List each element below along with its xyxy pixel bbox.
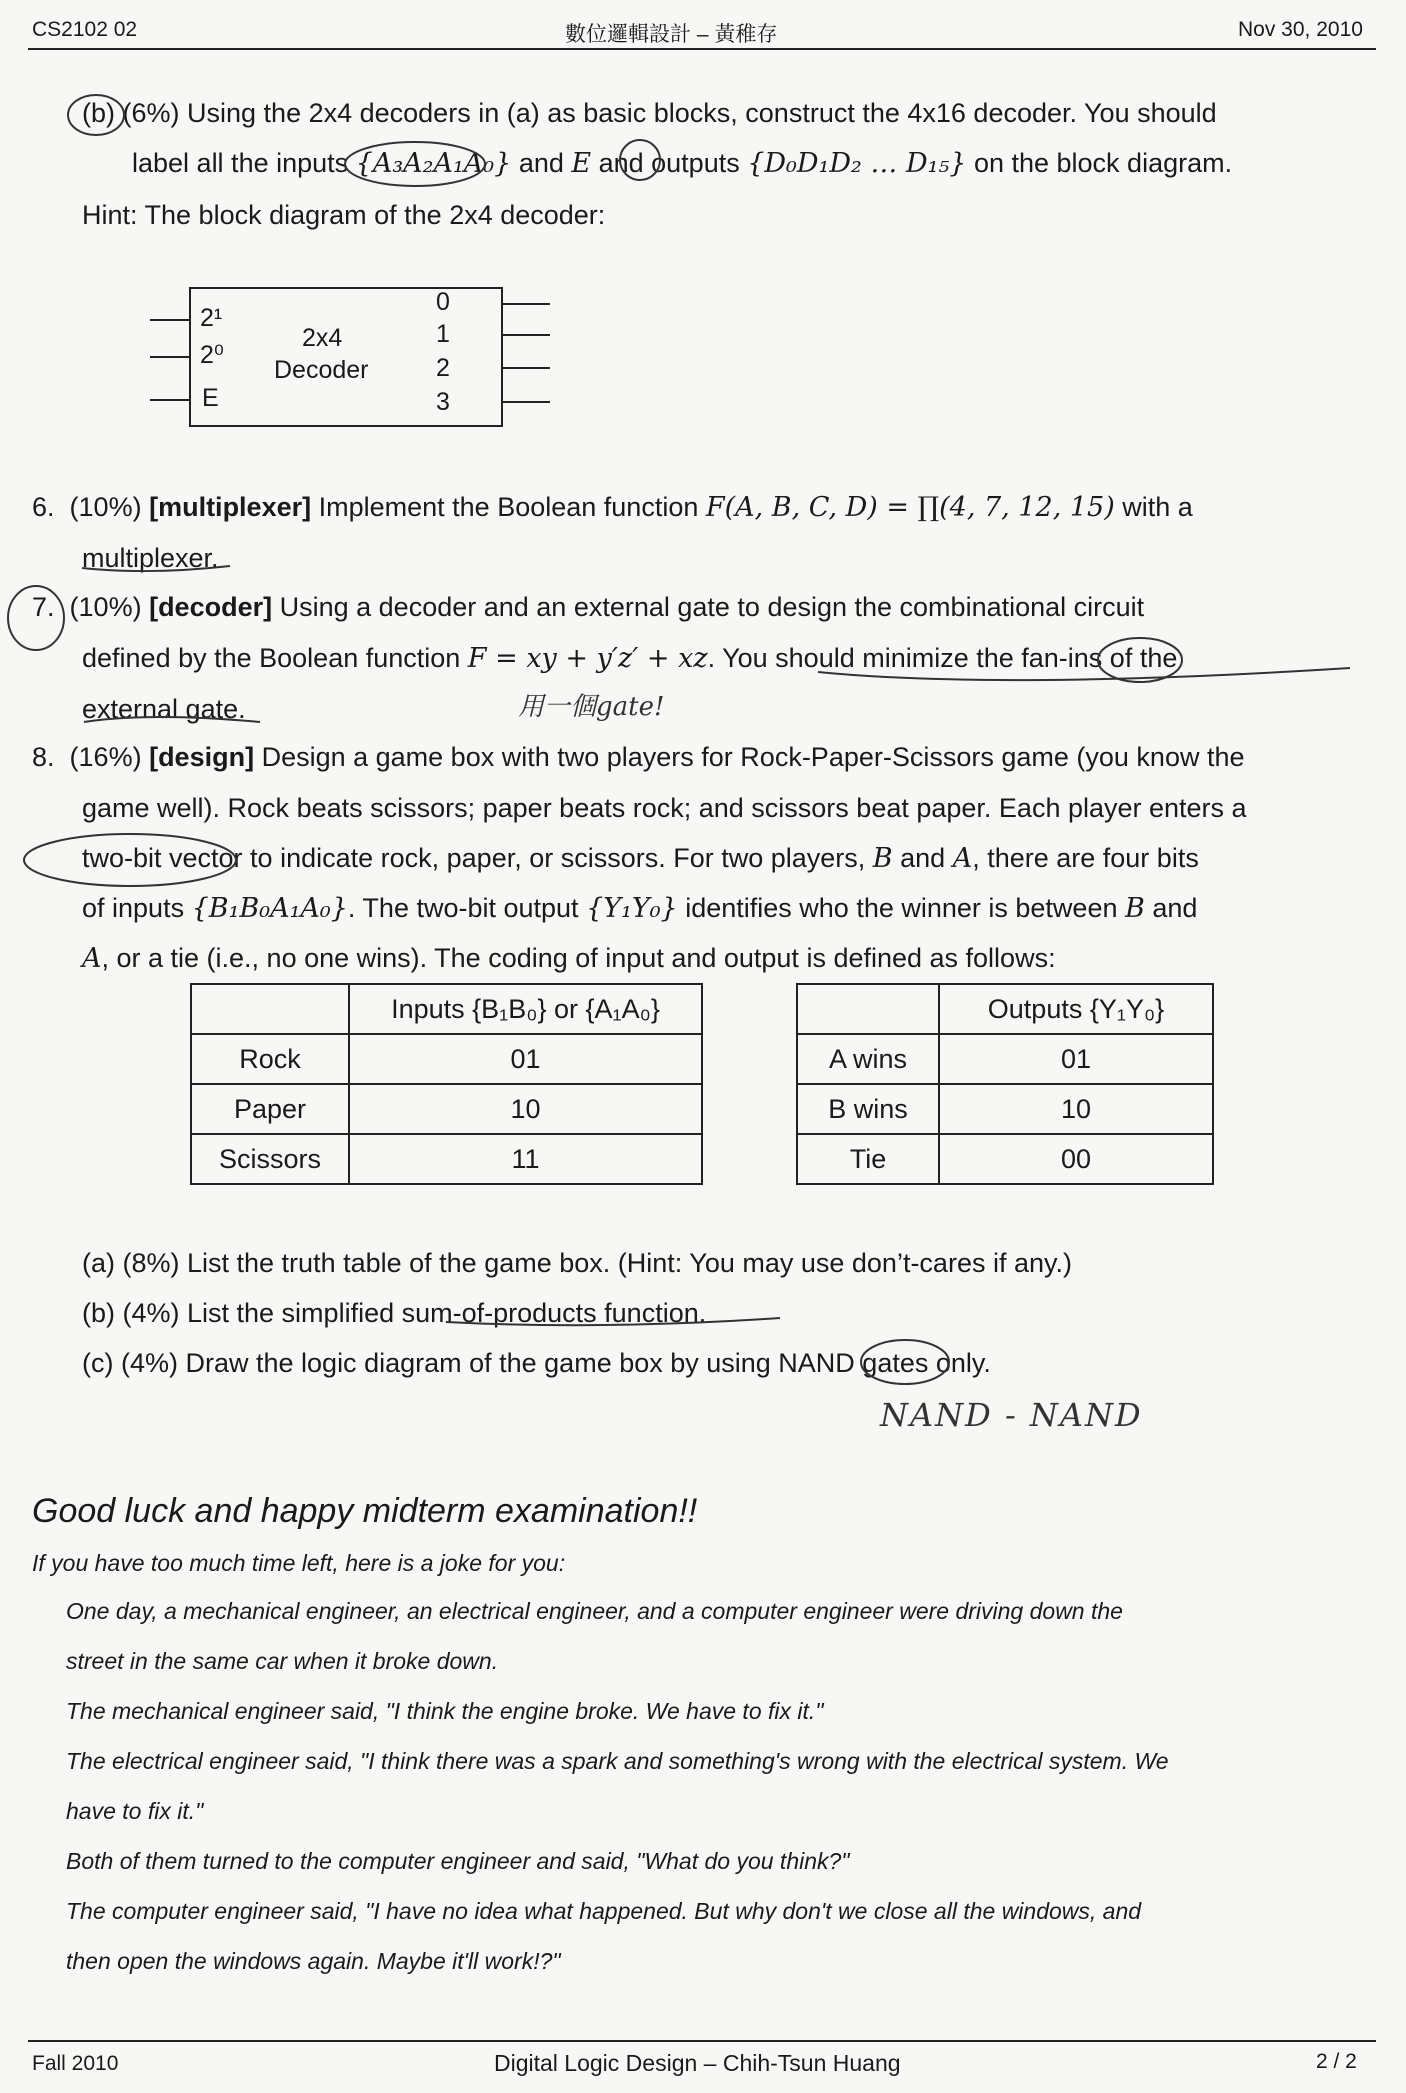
decoder-input-0: 2⁰ <box>200 341 224 369</box>
q8-line1: 8. (16%) [design] Design a game box with two players for Rock-Paper-Scissors game (you know the <box>32 742 1245 772</box>
joke-line-7: The computer engineer said, "I have no idea what happened. But why don't we close all the windows, and <box>66 1898 1142 1924</box>
q8-line5: A, or a tie (i.e., no one wins). The coding of input and output is defined as follows: <box>82 943 1056 974</box>
joke-intro: If you have too much time left, here is a joke for you: <box>32 1550 566 1576</box>
table-cell: 10 <box>349 1084 702 1134</box>
q7-function: F = xy + y′z′ + xz <box>467 643 708 674</box>
output-coding-table <box>796 983 1214 1185</box>
table-row <box>191 1034 702 1084</box>
q8-line3: two-bit vector to indicate rock, paper, or scissors. For two players, B and A, there are four bits <box>82 843 1199 874</box>
q8-line4: of inputs {B₁B₀A₁A₀}. The two-bit output {Y₁Y₀} identifies who the winner is between B and <box>82 893 1198 924</box>
q6-number: 6. <box>32 492 55 522</box>
decoder-name-1: 2x4 <box>302 324 343 352</box>
input-coding-table <box>190 983 703 1185</box>
footer-term: Fall 2010 <box>32 2052 119 2075</box>
q8-part-b: (b) (4%) List the simplified sum-of-products function. <box>82 1298 707 1328</box>
joke-line-1: One day, a mechanical engineer, an electrical engineer, and a computer engineer were driving down the <box>66 1598 1123 1624</box>
input-table-header: Inputs {B₁B₀} or {A₁A₀} <box>349 984 702 1034</box>
table-cell: Paper <box>191 1084 349 1134</box>
table-row <box>797 1134 1213 1184</box>
q5b-line2: label all the inputs {A₃A₂A₁A₀} and E and outputs {D₀D₁D₂ … D₁₅} on the block diagram. <box>132 148 1233 179</box>
table-cell: B wins <box>797 1084 939 1134</box>
header-date: Nov 30, 2010 <box>1238 18 1363 41</box>
joke-line-2: street in the same car when it broke down. <box>66 1648 499 1674</box>
table-row <box>797 1034 1213 1084</box>
decoder-name-2: Decoder <box>274 356 369 384</box>
q8-number: 8. <box>32 742 55 772</box>
footer-course: Digital Logic Design – Chih-Tsun Huang <box>494 2050 901 2076</box>
decoder-output-3: 3 <box>436 388 450 416</box>
q6-function: F(A, B, C, D) = ∏(4, 7, 12, 15) <box>705 492 1115 523</box>
table-cell: Scissors <box>191 1134 349 1184</box>
q7-number: 7. <box>32 592 55 622</box>
q7-line1: 7. (10%) [decoder] Using a decoder and an external gate to design the combinational circuit <box>32 592 1145 622</box>
q5b-enable: E <box>571 148 592 179</box>
decoder-enable: E <box>202 384 219 412</box>
table-row <box>191 1084 702 1134</box>
decoder-output-2: 2 <box>436 354 450 382</box>
q8-part-c: (c) (4%) Draw the logic diagram of the game box by using NAND gates only. <box>82 1348 991 1378</box>
q5b-hint: Hint: The block diagram of the 2x4 decoder: <box>82 200 606 230</box>
table-row <box>191 984 702 1034</box>
decoder-output-1: 1 <box>436 320 450 348</box>
table-cell: A wins <box>797 1034 939 1084</box>
table-cell: 10 <box>939 1084 1213 1134</box>
table-row <box>797 984 1213 1034</box>
q5b-label: (b) <box>82 98 115 128</box>
q7-handwritten-note: 用一個gate! <box>518 692 665 722</box>
joke-line-4: The electrical engineer said, "I think there was a spark and something's wrong with the electrical system. We <box>66 1748 1169 1774</box>
q6-line2: multiplexer. <box>82 543 219 573</box>
q6-line1: 6. (10%) [multiplexer] Implement the Boolean function F(A, B, C, D) = ∏(4, 7, 12, 15) with a <box>32 492 1193 523</box>
q7-tag: [decoder] <box>149 592 273 622</box>
q5b-inputs: {A₃A₂A₁A₀} <box>355 148 512 179</box>
decoder-input-1: 2¹ <box>200 304 223 332</box>
header-rule <box>28 48 1376 50</box>
decoder-diagram <box>150 272 580 432</box>
joke-line-8: then open the windows again. Maybe it'll work!?" <box>66 1948 561 1974</box>
table-row <box>797 1084 1213 1134</box>
q5b-outputs: {D₀D₁D₂ … D₁₅} <box>747 148 967 179</box>
closing-title: Good luck and happy midterm examination!! <box>32 1492 698 1530</box>
decoder-output-0: 0 <box>436 288 450 316</box>
joke-line-3: The mechanical engineer said, "I think the engine broke. We have to fix it." <box>66 1698 824 1724</box>
joke-line-5: have to fix it." <box>66 1798 204 1824</box>
joke-line-6: Both of them turned to the computer engineer and said, "What do you think?" <box>66 1848 850 1874</box>
table-cell: 00 <box>939 1134 1213 1184</box>
q8-line2: game well). Rock beats scissors; paper beats rock; and scissors beat paper. Each player enters a <box>82 793 1247 823</box>
table-cell: 01 <box>349 1034 702 1084</box>
q8-part-a: (a) (8%) List the truth table of the game box. (Hint: You may use don’t-cares if any.) <box>82 1248 1072 1278</box>
output-table-header: Outputs {Y₁Y₀} <box>939 984 1213 1034</box>
q8-handwritten-note: NAND - NAND <box>880 1396 1143 1434</box>
table-cell: 11 <box>349 1134 702 1184</box>
q6-tag: [multiplexer] <box>149 492 312 522</box>
table-row <box>191 1134 702 1184</box>
header-title: 數位邏輯設計 – 黃稚存 <box>565 23 778 46</box>
table-cell: 01 <box>939 1034 1213 1084</box>
q5b-line1: (b) (6%) Using the 2x4 decoders in (a) as basic blocks, construct the 4x16 decoder. You should <box>82 98 1217 128</box>
q7-line3: external gate. <box>82 694 246 724</box>
footer-rule <box>28 2040 1376 2042</box>
q8-tag: [design] <box>149 742 255 772</box>
footer-page: 2 / 2 <box>1316 2050 1357 2073</box>
course-code: CS2102 02 <box>32 18 138 41</box>
table-cell: Rock <box>191 1034 349 1084</box>
q7-line2: defined by the Boolean function F = xy + y′z′ + xz. You should minimize the fan-ins of the <box>82 643 1178 674</box>
table-cell: Tie <box>797 1134 939 1184</box>
